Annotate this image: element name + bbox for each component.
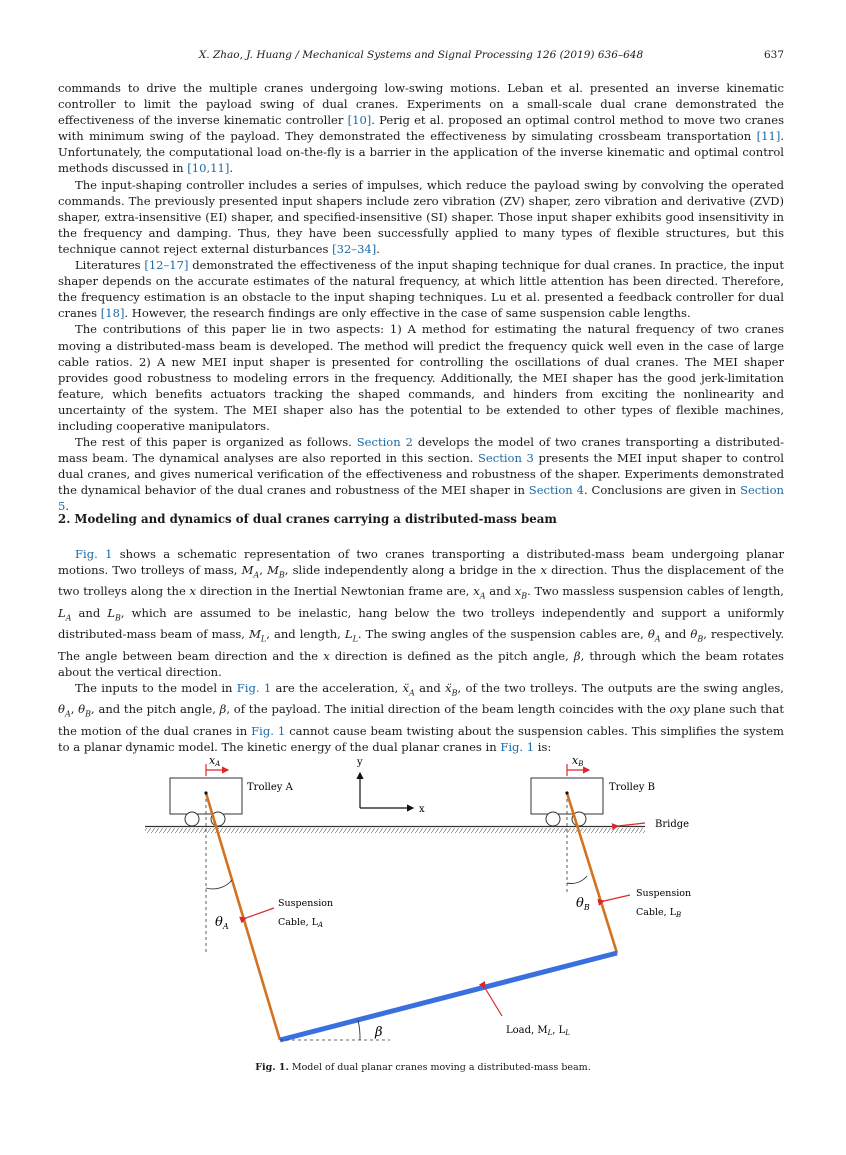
page-number: 637 <box>763 49 784 61</box>
cross-reference-link[interactable]: Fig. 1 <box>75 547 113 561</box>
text-run: and <box>71 605 108 620</box>
thetaA-arc <box>206 880 232 889</box>
text-run: The rest of this paper is organized as follows. <box>75 435 357 450</box>
trolley-b-wheel-left <box>546 812 560 826</box>
susp-b-label-1: Suspension <box>636 888 692 899</box>
text-run: B <box>697 634 704 644</box>
text-run: . Perig et al. proposed an optimal control method to move two cranes with minimum swing of the payload. They demonstrated the effectiveness by simulating crossbeam transportation <box>58 113 784 144</box>
text-run: . Conclusions are given in <box>583 483 741 498</box>
text-run: L <box>107 605 115 620</box>
bridge-label: Bridge <box>655 819 690 830</box>
text-run: . The swing angles of the suspension cables are, <box>357 627 648 642</box>
text-run: x <box>323 648 330 663</box>
text-run: , <box>70 702 79 717</box>
caption-label: Fig. 1. <box>255 1062 289 1073</box>
text-run: , <box>259 563 268 578</box>
cross-reference-link[interactable]: Fig. 1 <box>251 723 286 738</box>
pivot-b <box>565 791 568 794</box>
trolley-b-label: Trolley B <box>609 782 655 793</box>
paragraph <box>58 177 784 257</box>
thetaA-label: $\theta_A$ <box>215 915 229 931</box>
susp-b-label-2: Cable, $L_B$ <box>636 907 682 919</box>
paragraph <box>58 546 784 680</box>
text-run: A <box>479 591 486 601</box>
cross-reference-link[interactable]: [10] <box>347 113 372 128</box>
text-run: ẍ <box>445 680 452 695</box>
text-run: . However, the research findings are only effective in the case of same suspension cable lengths. <box>124 306 691 321</box>
text-run: θ <box>78 702 86 717</box>
pivot-a <box>204 791 207 794</box>
cross-reference-link[interactable]: Section 2 <box>356 435 413 450</box>
text-run: . Two massless suspension cables of length, <box>527 584 784 599</box>
cross-reference-link[interactable]: [10,11] <box>187 161 230 176</box>
cable-b <box>567 793 617 953</box>
text-run: B <box>521 591 528 601</box>
beta-label: β <box>375 1025 383 1040</box>
paragraph <box>58 257 784 321</box>
crane-diagram <box>140 748 720 1048</box>
cross-reference-link[interactable]: Section 4 <box>528 483 584 498</box>
text-run: B <box>278 570 285 580</box>
text-run: direction in the Inertial Newtonian frame are, <box>196 584 474 599</box>
text-run: x <box>540 563 547 578</box>
text-run: A <box>409 688 415 698</box>
text-run: B <box>85 709 92 719</box>
cross-reference-link[interactable]: Fig. 1 <box>236 680 272 695</box>
text-run: . <box>229 161 234 176</box>
text-run: , of the two trolleys. The outputs are the swing angles, <box>457 680 784 695</box>
text-run: presents the MEI input shaper to control dual cranes, and gives numerical verification of the effectiveness and robustness of the shaper. Experiments demonstrated the dynamical behavior of the dual cranes and robustness of the MEI shaper in <box>58 451 785 498</box>
text-run: , respectively. The angle between beam direction and the <box>58 627 785 663</box>
paragraph <box>58 321 784 434</box>
text-run: A <box>253 570 260 580</box>
text-run: A <box>64 709 71 719</box>
xA-label: xA <box>209 754 221 768</box>
xB-label: xB <box>572 754 584 768</box>
cross-reference-link[interactable]: [32–34] <box>332 241 377 256</box>
text-run: and <box>485 584 515 599</box>
cross-reference-link[interactable]: [11] <box>756 129 781 144</box>
text-run: x <box>189 584 197 599</box>
section-heading: 2. Modeling and dynamics of dual cranes carrying a distributed-mass beam <box>58 512 557 526</box>
trolley-a-wheel-left <box>185 812 199 826</box>
cross-reference-link[interactable]: Fig. 1 <box>500 739 535 754</box>
figure-1 <box>140 748 720 1048</box>
text-run: θ <box>690 627 698 642</box>
paragraph <box>58 680 784 755</box>
susp-a-label-2: Cable, $L_A$ <box>278 917 324 929</box>
bridge-rail <box>145 828 645 833</box>
thetaB-label: $\theta_B$ <box>576 896 590 912</box>
text-run: is: <box>534 739 552 754</box>
trolley-a-label: Trolley A <box>247 782 293 793</box>
running-header <box>58 49 784 67</box>
text-run: x <box>473 584 480 599</box>
text-run: , of the payload. The initial direction of the beam length coincides with the <box>226 702 670 717</box>
bridge-pointer <box>618 823 645 826</box>
cross-reference-link[interactable]: [12–17] <box>144 258 189 273</box>
text-run: θ <box>647 627 655 642</box>
cross-reference-link[interactable]: [18] <box>100 306 125 321</box>
text-run: , and the pitch angle, <box>91 702 220 717</box>
text-run: β <box>219 702 227 717</box>
beta-arc <box>358 1020 360 1040</box>
figure-caption <box>0 1062 846 1073</box>
caption-text: Model of dual planar cranes moving a distributed-mass beam. <box>291 1062 591 1073</box>
text-run: and <box>660 627 691 642</box>
text-run: ẍ <box>402 680 410 695</box>
y-axis-label: y <box>357 757 363 768</box>
text-run: M <box>249 627 261 642</box>
text-run: The inputs to the model in <box>75 680 237 695</box>
text-run: , and length, <box>266 627 345 642</box>
thetaB-arc <box>567 876 587 883</box>
text-run: The contributions of this paper lie in two aspects: 1) A method for estimating the natural frequency of two cranes moving a distributed-mass beam is developed. The method will predict the frequency quick well even in the case of large cable ratios. 2) A new MEI input shaper is presented for controlling the oscillations of dual cranes. The MEI shaper provides good robustness to modeling errors in the frequency. Additionally, the MEI shaper has the good jerk-limitation feature, which benefits actuators tracking the shaped commands, and hinders from exciting the nonlinearity and uncertainty of the system. The MEI shaper also has the potential to be extended to other types of flexible machines, including cooperative manipulators. <box>58 322 784 433</box>
load-pointer <box>485 988 502 1016</box>
text-run: θ <box>58 702 65 717</box>
text-run: cannot cause beam twisting about the suspension cables. This simplifies the system to a planar dynamic model. The kinetic energy of the dual planar cranes in <box>58 723 784 754</box>
text-run: . <box>376 241 380 256</box>
text-run: direction is defined as the pitch angle, <box>329 648 574 663</box>
text-run: develops the model of two cranes transporting a distributed-mass beam. The dynamical analyses are also reported in this section. <box>58 435 784 466</box>
text-run: x <box>514 584 522 599</box>
text-run: L <box>260 634 267 644</box>
text-run: oxy <box>669 702 690 717</box>
section-body <box>58 546 784 755</box>
text-run: commands to drive the multiple cranes undergoing low-swing motions. Leban et al. presented an inverse kinematic controller to limit the payload swing of dual cranes. Experiments on a small-scale dual crane demonstrated the effectiveness of the inverse kinematic controller <box>58 81 784 128</box>
susp-a-pointer <box>246 908 274 918</box>
text-run: , through which the beam rotates about the vertical direction. <box>58 648 784 679</box>
text-run: . Unfortunately, the computational load on-the-fly is a barrier in the application of the inverse kinematic and optimal control methods discussed in <box>58 129 784 176</box>
load-beam <box>280 953 617 1040</box>
text-run: Literatures <box>75 258 145 273</box>
text-run: plane such that the motion of the dual cranes in <box>58 702 785 738</box>
text-run: L <box>58 605 66 620</box>
text-run: , which are assumed to be inelastic, hang below the two trolleys independently and support a uniformly distributed-mass beam of mass, <box>58 605 784 642</box>
paragraph <box>58 434 784 514</box>
text-run: B <box>115 613 121 623</box>
x-axis-label: x <box>419 804 425 815</box>
text-run: are the acceleration, <box>271 680 403 695</box>
text-run: and <box>414 680 446 695</box>
cross-reference-link[interactable]: Section 5 <box>58 483 784 514</box>
susp-a-label-1: Suspension <box>278 898 334 909</box>
text-run: M <box>241 563 254 578</box>
text-run: demonstrated the effectiveness of the input shaping technique for dual cranes. In practice, the input shaper depends on the accurate estimates of the natural frequency, at which little attention has been directed. Therefore, the frequency estimation is an obstacle to the input shaping techniques. Lu et al. presented a feedback controller for dual cranes <box>58 258 784 321</box>
intro-text <box>58 80 784 515</box>
text-run: L <box>352 634 358 644</box>
susp-b-pointer <box>604 895 630 901</box>
text-run: B <box>451 688 458 698</box>
text-run: , slide independently along a bridge in the <box>284 563 541 578</box>
text-run: . <box>65 499 70 514</box>
text-run: A <box>654 634 661 644</box>
text-run: A <box>65 613 72 623</box>
text-run: The input-shaping controller includes a series of impulses, which reduce the payload swing by convolving the operated commands. The previously presented input shapers include zero vibration (ZV) shaper, zero vibration and derivative (ZVD) shaper, extra-insensitive (EI) shaper, and specified-insensitive (SI) shaper. Those input shaper exhibits good insensitivity in the frequency and damping. Thus, they have been successfully applied to many types of flexible structures, but this technique cannot reject external disturbances <box>58 177 784 256</box>
running-title: X. Zhao, J. Huang / Mechanical Systems and Signal Processing 126 (2019) 636–648 <box>198 49 644 61</box>
text-run: L <box>344 627 353 642</box>
cross-reference-link[interactable]: Section 3 <box>478 451 534 466</box>
text-run: shows a schematic representation of two cranes transporting a distributed-mass beam undergoing planar motions. Two trolleys of mass, <box>58 547 784 578</box>
text-run: direction. Thus the displacement of the two trolleys along the <box>58 563 785 599</box>
paragraph <box>58 80 784 177</box>
load-label: Load, $M_L$, $L_L$ <box>506 1025 570 1037</box>
text-run: M <box>267 563 279 578</box>
text-run: β <box>573 648 581 663</box>
